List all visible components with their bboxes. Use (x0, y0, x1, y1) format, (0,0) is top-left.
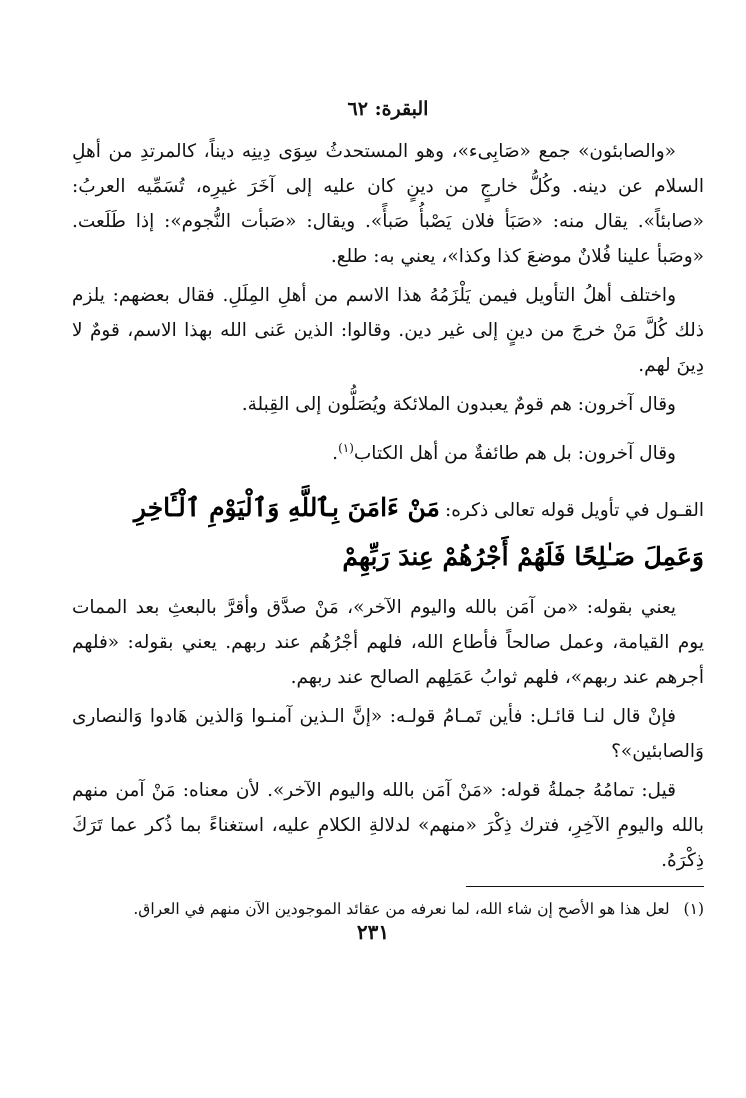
paragraph-question: فإنْ قال لنـا قائـل: فأين تَمـامُ قولـه: «إنَّ الـذين آمنـوا وَالذين هَادوا وَالنصارى وَالصابئين»؟ (72, 706, 704, 762)
book-page (72, 92, 704, 1052)
footnote-divider (466, 886, 704, 887)
running-head: البقرة: ٦٢ (347, 98, 429, 120)
paragraph-scholars-differ: واختلف أهلُ التأويل فيمن يَلْزَمُهُ هذا الاسم من أهلِ المِلَلِ. فقال بعضهم: يلزم ذلك كُلَّ مَنْ خرجَ من دينٍ إلى غير دين. وقالوا: الذين عَنى الله بهذا الاسم، قومٌ لا دِينَ لهم. (72, 285, 704, 376)
page-number: ٢٣١ (356, 920, 390, 944)
paragraph-others-say-people-of-book (72, 436, 704, 471)
paragraph-text: وقال آخرون: بل هم طائفةٌ من أهل الكتاب (353, 443, 676, 464)
quran-verse-block (72, 485, 704, 580)
footnote-reference: (١) (338, 440, 354, 455)
footnote-text: لعل هذا هو الأصح إن شاء الله، لما نعرفه من عقائد الموجودين الآن منهم في العراق. (133, 900, 670, 918)
footnote-number: (١) (683, 900, 704, 918)
paragraph-others-say-angels: وقال آخرون: هم قومٌ يعبدون الملائكة ويُصَلُّون إلى القِبلة. (241, 394, 676, 415)
paragraph-answer: قيل: تمامُهُ جملةُ قوله: «مَنْ آمَن بالله واليوم الآخر». لأن معناه: مَنْ آمن منهم بالله واليومِ الآخِرِ، فترك ذِكْرَ «منهم» لدلالةِ الكلامِ عليه، استغناءً بما ذُكر عما تَرَكَ ذِكْرَهُ. (72, 780, 704, 871)
paragraph-verse-explanation: يعني بقوله: «من آمَن بالله واليوم الآخر»، مَنْ صدَّق وأقرَّ بالبعثِ بعد الممات يوم القيامة، وعمل صالحاً فأطاع الله، فلهم أجْرُهُم عند ربهم. يعني بقوله: «فلهم أجرهم عند ربهم»، فلهم ثوابُ عَمَلِهم الصالح عند ربهم. (72, 597, 704, 688)
verse-introduction: القـول في تأويل قوله تعالى ذكره: (445, 500, 704, 521)
paragraph-end: . (332, 443, 339, 464)
quran-verse: مَنْ ءَامَنَ بِٱللَّهِ وَٱلْيَوْمِ ٱلْـَٔاخِرِ وَعَمِلَ صَـٰلِحًا فَلَهُمْ أَجْرُهُمْ عِندَ رَبِّهِمْ (133, 493, 704, 571)
paragraph-sabians-definition: «والصابئون» جمع «صَابِىء»، وهو المستحدثُ سِوَى دِينِه ديناً، كالمرتدِ من أهلِ السلام عن دينه. وكُلُّ خارجٍ من دينٍ كان عليه إلى آخَرَ غيرِه، تُسَمِّيه العربُ: «صابئاً». يقال منه: «صَبَأ فلان يَصْبأُ صَبأً». ويقال: «صَبأت النُّجوم»: إذا طَلَعت. «وصَبأ علينا فُلانٌ موضعَ كذا وكذا»، يعني به: طلع. (72, 141, 704, 267)
